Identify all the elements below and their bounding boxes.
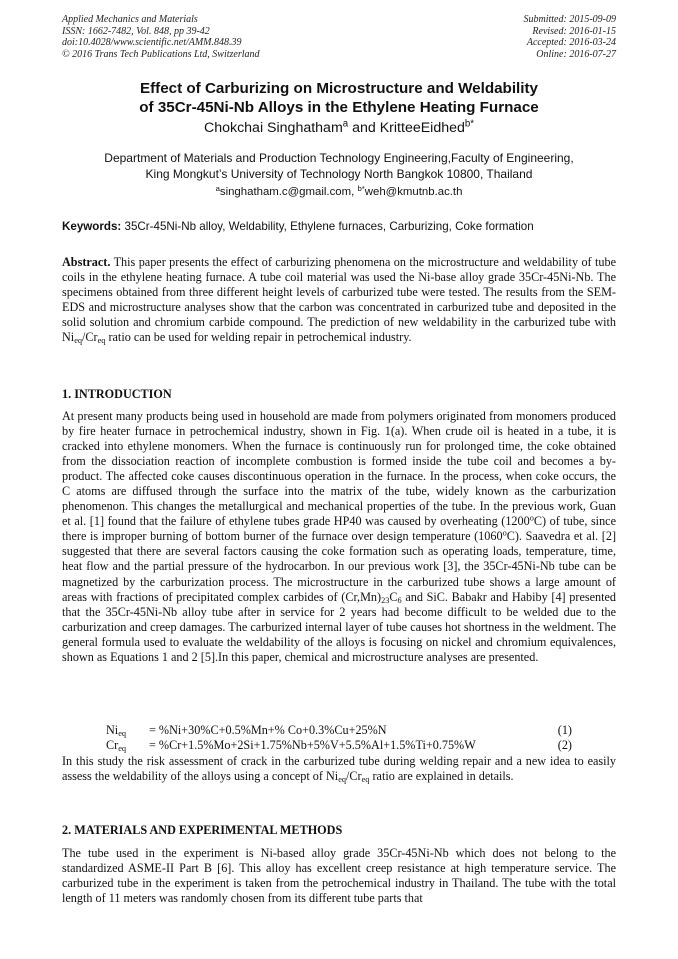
abstract-cr: /Cr: [82, 330, 98, 345]
abstract-sub-eq-1: eq: [74, 336, 83, 346]
title-line-2: of 35Cr-45Ni-Nb Alloys in the Ethylene Heating Furnace: [139, 99, 539, 116]
post-eq-cr: /Cr: [346, 769, 362, 784]
section-heading-methods: 2. MATERIALS AND EXPERIMENTAL METHODS: [62, 823, 343, 837]
equation-2-lhs: [106, 738, 126, 753]
carbide-sub-23: 23: [381, 595, 390, 605]
abstract-sub-eq-2: eq: [97, 336, 106, 346]
post-eq-sub-2: eq: [361, 775, 370, 785]
abstract-text: This paper presents the effect of carburizing phenomena on the microstructure and weldability of tube coils in the ethylene heating furnace. A tube coil material was used the Ni-base alloy grade 35Cr-45Ni-Nb. The specimens obtained from three different height levels of carburized tube were tested. The results from the SEM-EDS and microstructure analyses show that the carbon was concentrated in carburized tube and deposited in the solid solution and chromium carbide compound. The prediction of new weldability in the carburized tube with Ni: [62, 255, 616, 345]
equation-1-rhs: = %Ni+30%C+0.5%Mn+% Co+0.3%Cu+25%N: [149, 723, 387, 737]
post-eq-text-end: ratio are explained in details.: [369, 769, 514, 784]
section-heading-introduction: 1. INTRODUCTION: [62, 387, 172, 401]
date-revised: Revised: 2016-01-15: [532, 25, 616, 37]
intro-text-2: C) of tube, since there is improper burning of bottom burner of the furnace over design temperature (1060: [62, 514, 616, 544]
author-1: Chokchai Singhatham: [203, 120, 343, 136]
post-eq-sub-1: eq: [338, 775, 347, 785]
degree-mark-1: o: [529, 513, 534, 523]
date-accepted: Accepted: 2016-03-24: [526, 37, 616, 49]
paper-title: [40, 79, 638, 117]
intro-text-1: At present many products being used in household are made from polymers originated from monomers produced by fire heater furnace in petrochemical industry, shown in Fig. 1(a). When crude oil is heated in a tube, it is cracked into ethylene monomers. When the furnace is continuously run for prolonged time, the coke obtained from the dissociation reaction of incomplete combustion is formed inside the tube coil and becomes a by-product. The affected coke causes discontinuous operation in the furnace. In the process, when coke occurs, the C atoms are diffused through the surface into the matrix of the tube, widely known as the carburization phenomenon. This changes the metallurgical and mechanical properties of the tube. In the previous work, Guan et al. [1] found that the failure of ethylene tubes grade HP40 was caused by overheating (1200: [62, 409, 616, 529]
keywords: [62, 219, 618, 234]
intro-text-5: and SiC. Babakr and Habiby [4] presented that the 35Cr-45Ni-Nb alloy tube after in service for 2 years had become difficult to be welded due to the carburization and creep damages. The carburized internal layer of tube causes hot shortness in the weldment. The general formula used to evaluate the weldability of the alloys is focusing on nickel and chromium equivalences, shown as Equations 1 and 2 [5].In this paper, chemical and microstructure analyses are presented.: [62, 589, 617, 664]
post-eq-text: In this study the risk assessment of crack in the carburized tube during welding repair and a new idea to easily assess the weldability of the alloys using a concept of Ni: [62, 754, 616, 784]
email-b[interactable]: weh@kmutnb.ac.th: [364, 186, 463, 198]
email-a-mark: a: [215, 183, 220, 193]
carbide-sub-6: 6: [397, 595, 402, 605]
affiliation-line-1: Department of Materials and Production Technology Engineering,Faculty of Engineering,: [104, 151, 574, 165]
submission-dates: [524, 14, 617, 60]
affiliation: [40, 150, 638, 182]
introduction-paragraph: [62, 409, 616, 665]
keywords-label: Keywords:: [62, 220, 122, 233]
equation-1-symbol: Ni: [106, 723, 119, 737]
author-2-mark: b*: [464, 118, 475, 130]
equation-2-rhs: = %Cr+1.5%Mo+2Si+1.75%Nb+5%V+5.5%Al+1.5%Ti+0.75%W: [149, 738, 476, 752]
abstract-label: Abstract.: [62, 255, 111, 269]
email-a[interactable]: singhatham.c@gmail.com,: [219, 186, 355, 198]
methods-paragraph: The tube used in the experiment is Ni-based alloy grade 35Cr-45Ni-Nb which does not belong to the standardized ASME-II Part B [6]. This alloy has excellent creep resistance at high temperature service. The carburized tube in the experiment is taken from the petrochemical industry in Thailand. The tube with the total length of 11 meters was randomly chosen from its different tube parts that: [62, 846, 616, 906]
equation-1-lhs: [106, 723, 126, 738]
author-conjunction: and: [352, 120, 376, 136]
journal-doi[interactable]: doi:10.4028/www.scientific.net/AMM.848.39: [62, 37, 242, 49]
degree-mark-2: o: [502, 528, 507, 538]
equation-2-number: (2): [557, 738, 572, 752]
intro-text-3: C). Saavedra et al. [2] suggested that there are several factors causing the coke formation such as operating loads, temperature, time, heat flow and the partial pressure of the hydrocarbon. In our previous work [3], the 35Cr-45Ni-Nb tube can be magnetized by the carburization process. The microstructure in the carburized tube shows a large amount of areas with fractions of precipitated complex carbides of (Cr,Mn): [62, 529, 617, 604]
equation-2-symbol: Cr: [106, 738, 119, 752]
post-equation-paragraph: [62, 754, 616, 784]
title-line-1: Effect of Carburizing on Microstructure and Weldability: [139, 80, 538, 97]
date-submitted: Submitted: 2015-09-09: [523, 14, 616, 25]
journal-name: Applied Mechanics and Materials: [62, 14, 198, 25]
journal-info: [62, 14, 260, 60]
equation-1-sub: eq: [118, 729, 127, 739]
author-1-mark: a: [342, 118, 349, 130]
affiliation-line-2: King Mongkut’s University of Technology North Bangkok 10800, Thailand: [145, 167, 533, 181]
intro-text-4: C: [389, 589, 398, 604]
abstract-text-end: ratio can be used for welding repair in petrochemical industry.: [105, 330, 412, 345]
abstract: [62, 255, 616, 345]
journal-copyright: © 2016 Trans Tech Publications Ltd, Switzerland: [62, 48, 260, 60]
journal-issn: ISSN: 1662-7482, Vol. 848, pp 39-42: [62, 25, 210, 37]
keywords-text: 35Cr-45Ni-Nb alloy, Weldability, Ethylene furnaces, Carburizing, Coke formation: [124, 220, 534, 233]
author-list: [40, 119, 638, 137]
date-online: Online: 2016-07-27: [536, 48, 616, 60]
equation-1-number: (1): [557, 723, 572, 737]
author-2: KritteeEidhed: [379, 120, 465, 136]
author-emails: [40, 185, 638, 199]
equation-2-sub: eq: [118, 744, 127, 754]
email-b-mark: b*: [357, 183, 365, 193]
